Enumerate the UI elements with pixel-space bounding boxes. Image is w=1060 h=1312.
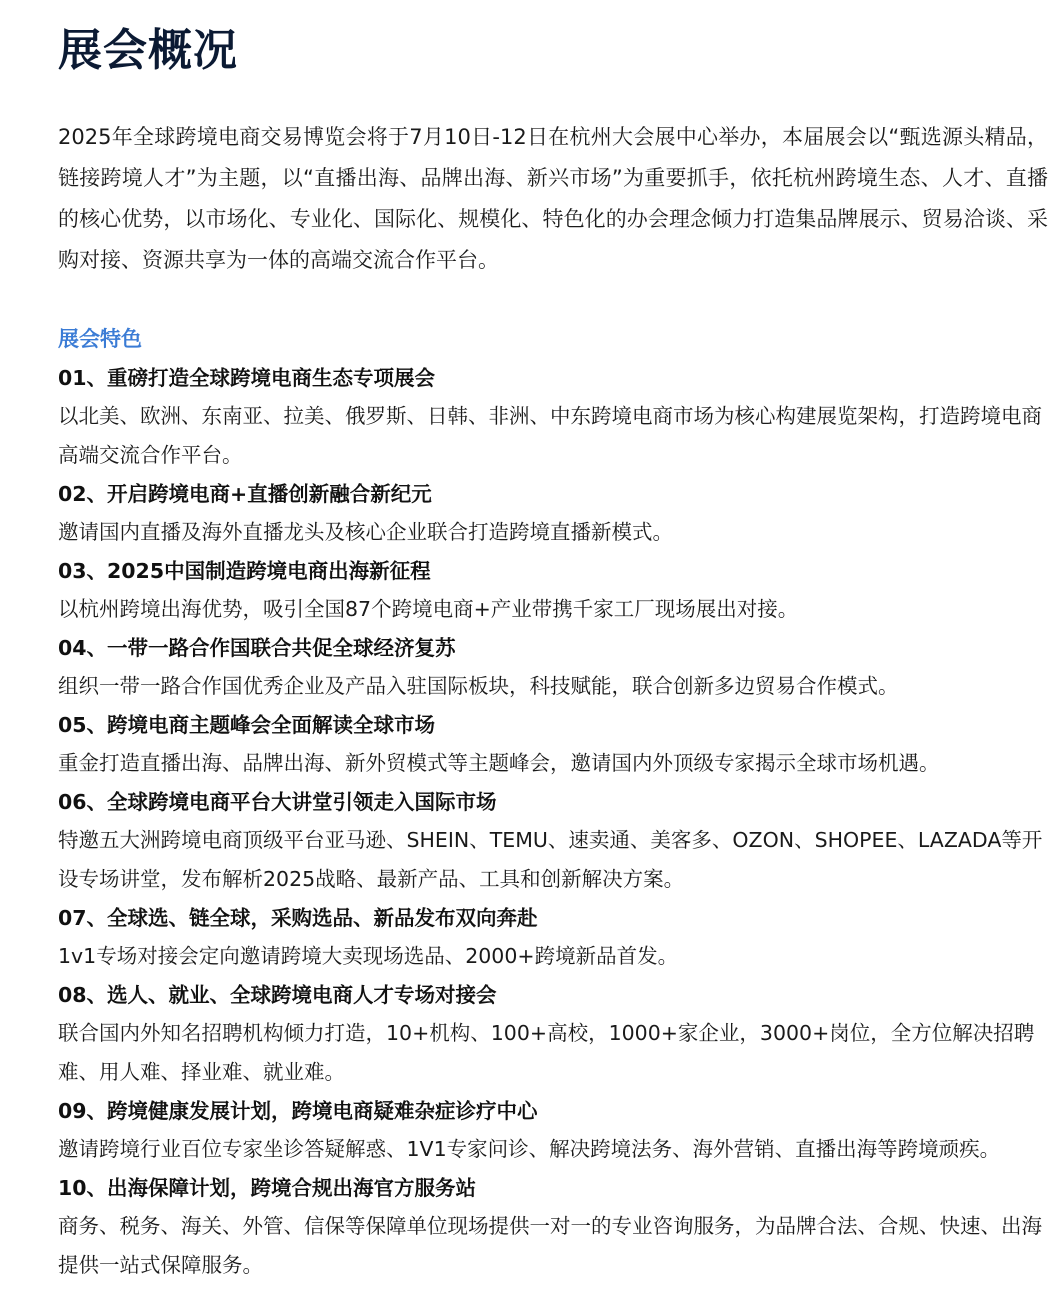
- page-title: 展会概况: [58, 25, 238, 76]
- feature-description: 组织一带一路合作国优秀企业及产品入驻国际板块，科技赋能，联合创新多边贸易合作模式。: [58, 674, 899, 698]
- feature-item: [58, 629, 1048, 706]
- feature-description: 以杭州跨境出海优势，吸引全国87个跨境电商+产业带携千家工厂现场展出对接。: [58, 597, 799, 621]
- feature-item: [58, 475, 1048, 552]
- feature-item: [58, 783, 1048, 899]
- feature-item: [58, 359, 1048, 475]
- feature-title: 08、选人、就业、全球跨境电商人才专场对接会: [58, 983, 497, 1007]
- intro-paragraph: 2025年全球跨境电商交易博览会将于7月10日-12日在杭州大会展中心举办，本届展会以“甄选源头精品，链接跨境人才”为主题，以“直播出海、品牌出海、新兴市场”为重要抓手，依托杭州跨境生态、人才、直播的核心优势，以市场化、专业化、国际化、规模化、特色化的办会理念倾力打造集品牌展示、贸易洽谈、采购对接、资源共享为一体的高端交流合作平台。: [58, 125, 1048, 272]
- feature-item: [58, 706, 1048, 783]
- feature-description: 联合国内外知名招聘机构倾力打造，10+机构、100+高校，1000+家企业，3000+岗位，全方位解决招聘难、用人难、择业难、就业难。: [58, 1021, 1035, 1084]
- feature-description: 重金打造直播出海、品牌出海、新外贸模式等主题峰会，邀请国内外顶级专家揭示全球市场机遇。: [58, 751, 940, 775]
- feature-title: 03、2025中国制造跨境电商出海新征程: [58, 559, 431, 583]
- feature-title: 07、全球选、链全球，采购选品、新品发布双向奔赴: [58, 906, 538, 930]
- feature-description: 商务、税务、海关、外管、信保等保障单位现场提供一对一的专业咨询服务，为品牌合法、合规、快速、出海提供一站式保障服务。: [58, 1214, 1042, 1277]
- feature-title: 05、跨境电商主题峰会全面解读全球市场: [58, 713, 436, 737]
- feature-item: [58, 899, 1048, 976]
- feature-item: [58, 552, 1048, 629]
- feature-item: [58, 976, 1048, 1092]
- feature-list: [58, 359, 1048, 1285]
- feature-item: [58, 1092, 1048, 1169]
- feature-title: 02、开启跨境电商+直播创新融合新纪元: [58, 482, 432, 506]
- feature-title: 04、一带一路合作国联合共促全球经济复苏: [58, 636, 456, 660]
- feature-item: [58, 1169, 1048, 1285]
- feature-description: 邀请跨境行业百位专家坐诊答疑解惑、1V1专家问诊、解决跨境法务、海外营销、直播出海等跨境顽疾。: [58, 1137, 1001, 1161]
- feature-title: 06、全球跨境电商平台大讲堂引领走入国际市场: [58, 790, 497, 814]
- feature-description: 特邀五大洲跨境电商顶级平台亚马逊、SHEIN、TEMU、速卖通、美客多、OZON、SHOPEE、LAZADA等开设专场讲堂，发布解析2025战略、最新产品、工具和创新解决方案。: [58, 828, 1043, 891]
- feature-title: 01、重磅打造全球跨境电商生态专项展会: [58, 366, 436, 390]
- feature-title: 09、跨境健康发展计划，跨境电商疑难杂症诊疗中心: [58, 1099, 538, 1123]
- exhibition-overview: [58, 0, 1048, 1285]
- section-heading-features: 展会特色: [58, 327, 142, 351]
- feature-description: 以北美、欧洲、东南亚、拉美、俄罗斯、日韩、非洲、中东跨境电商市场为核心构建展览架构，打造跨境电商高端交流合作平台。: [58, 404, 1042, 467]
- feature-title: 10、出海保障计划，跨境合规出海官方服务站: [58, 1176, 477, 1200]
- feature-description: 1v1专场对接会定向邀请跨境大卖现场选品、2000+跨境新品首发。: [58, 944, 679, 968]
- feature-description: 邀请国内直播及海外直播龙头及核心企业联合打造跨境直播新模式。: [58, 520, 673, 544]
